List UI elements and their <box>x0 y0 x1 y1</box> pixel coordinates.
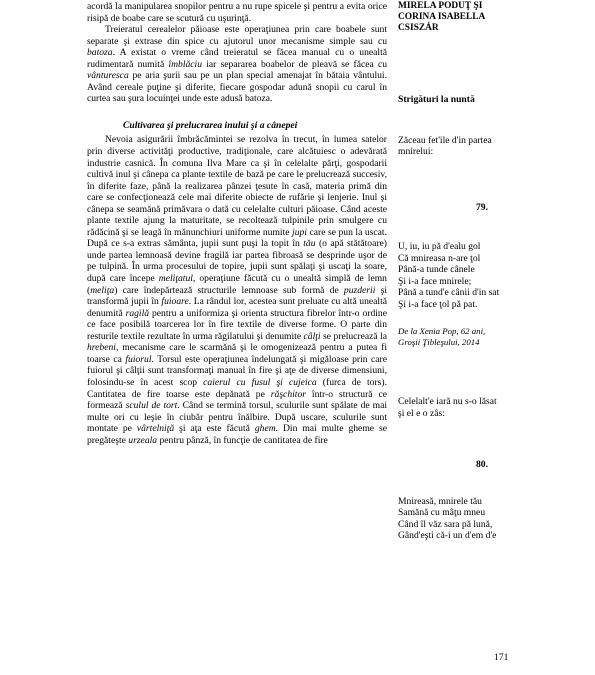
main-text-column <box>87 1 387 446</box>
poem-line: Că mnireasa n-are ţol <box>398 252 481 264</box>
term-ragila: ragilă <box>125 307 150 319</box>
poem-line: Şi i-a face ţol pă pat. <box>398 298 478 310</box>
poem-line: Până-a tunde cânele <box>398 264 475 275</box>
term-fuiorul: fuiorul <box>125 353 152 365</box>
poem-line: Samănă cu mâţu mneu <box>398 507 486 518</box>
threshing-paragraph: Treieratul cerealelor păioase este operaţiunea prin care boabele sunt separate şi extrase din spice cu ajutorul unor mecanisme simple sau cu batoza. A existat o vreme când treieratul se făcea manual cu o unealtă rudimentară numită îmblăciu iar separarea boabelor de pleavă se făcea cu vânturesca pe aria şurii sau pe un plan special amenajat în bătaia vântului. Având cereale puţine şi diferite, fiecare gospodar adună snopii cu carul în curtea sau şura locuinţei unde este adusă batoza. <box>87 24 387 105</box>
term-imblaciu: îmblăciu <box>168 58 203 70</box>
term-vanturesca: vânturesca <box>87 70 129 82</box>
intro-paragraph: acordă la manipularea snopilor pentru a nu rupe spicele şi pentru a evita orice risipă de boabe care se scutură cu uşurinţă. <box>87 1 387 24</box>
term-sculul: sculul de tort <box>125 400 178 412</box>
poem-line: U, iu, iu pă d'ealu gol <box>398 241 481 252</box>
poem-number-79: 79. <box>476 201 488 213</box>
section-heading: Cultivarea şi prelucrarea inului şi a cânepei <box>123 119 298 131</box>
poem-line: Gând'eşti că-i un d'em d'e <box>398 530 497 541</box>
term-batoza: batoza <box>87 47 113 59</box>
poem-80 <box>398 496 538 542</box>
flax-paragraph: Nevoia asigurării îmbrăcămintei se rezolva în trecut, în lumea satelor prin diverse activităţi productive, tradiţionale, care alcătuiesc o adevărată industrie casnică. În comuna Ilva Mare ca şi în celelalte părţi, gospodarii cultivă inul şi cânepa ca plante textile de bază pe care le prelucrează succesiv, în diferite faze, până la realizarea pânzei ţesute în casă, materia primă din care se confecţionează cele mai diferite obiecte de rufărie şi lenjerie. Inul şi cânepa se seamănă primăvara o dată cu celelalte culturi păioase. Când aceste plante textile ajung la maturitate, se recoltează tulpinile prin smulgere cu rădăcină şi se leagă în mănunchiuri uniforme numite jupi care se pun la uscat. După ce s-a extras sământa, jupii sunt puşi la topit în tău (o apă stătătoare) unde partea lemnoasă devine fragilă iar partea fibroasă se desprinde uşor de pe tulpină. În urma procesului de topire, jupii sunt spălaţi şi uscaţi la soare, după care începe meliţatul, operaţiune făcută cu o unealtă simplă de lemn (meliţa) care îndepărtează structurile lemnoase sub formă de puzderii şi transformă jupii în fuioare. La rândul lor, acestea sunt preluate cu altă unealtă denumită ragilă pentru a uniformiza şi orienta structura fibrelor într-o ordine ce face posibilă toarcerea lor în fire textile de diverse forme. O parte din resturile textile rezultate în urma răgilatului şi denumite câlţi se prelucrează la hrebeni, mecanisme care le scarmănă şi le omogenizează pentru a putea fi toarse ca fuiorul. Torsul este operaţiunea îndelungată şi migăloase prin care fuiorul şi câlţii sunt transformaţi manual în fire şi aţe de diverse dimensiuni, folosindu-se în acest scop caierul cu fusul şi cujeica (furca de tors). Cantitatea de fire toarse este depănată pe răşchitor într-o structură ce formează sculul de tort. Când se termină torsul, sculurile sunt spălate de mai multe ori cu leşie în ciubăr pentru înălbire. După uscare, sculurile sunt montate pe vârtelniţă şi aţa este făcută ghem. Din mai multe gheme se pregăteşte urzeala pentru pânză, în funcţie de cantitatea de fire <box>87 134 388 446</box>
poem-line: Când îl văz sara pă lună, <box>398 518 493 530</box>
term-jupi: jupi <box>292 226 307 238</box>
poem-line: Până a tund'e cânii d'in sat <box>398 287 500 298</box>
term-puzderii: puzderii <box>343 284 376 296</box>
poem-intro: Zăceau fet'ile d'in partea mnirelui: <box>398 134 492 157</box>
term-vartelnita: vârtelniţă <box>136 423 175 435</box>
term-calti: câlţi <box>303 330 321 342</box>
term-melita: meliţa <box>90 284 115 296</box>
term-urzeala: urzeala <box>128 434 158 446</box>
term-tau: tău <box>303 238 316 250</box>
page-number: 171 <box>494 652 509 663</box>
poem-line: Mnireasă, mnirele tău <box>398 495 482 507</box>
poem-intro-2: Celelalt'e iară nu s-o lăsat şi el e o zâs: <box>398 396 497 419</box>
sidebar-section-title: Strigături la nuntă <box>398 94 475 105</box>
term-fuioare: fuioare <box>161 296 189 308</box>
poem-79 <box>398 241 538 310</box>
poem-source: De la Xenia Pop, 62 ani, Groşii Ţibleşului, 2014 <box>398 326 486 347</box>
author-names: MIRELA PODUŢ ŞI CORINA ISABELLA CSISZÁR <box>398 1 486 33</box>
poem-line: Şi i-a face mnirele; <box>398 275 472 287</box>
term-melitatul: meliţatul <box>158 273 193 285</box>
term-hrebeni: hrebeni <box>87 342 116 354</box>
term-ghem: ghem <box>254 423 276 435</box>
term-raschitor: răşchitor <box>270 388 306 400</box>
poem-number-80: 80. <box>476 459 488 470</box>
sidebar-column <box>398 1 538 542</box>
term-caierul: caierul cu fusul şi cujeica <box>203 376 317 388</box>
